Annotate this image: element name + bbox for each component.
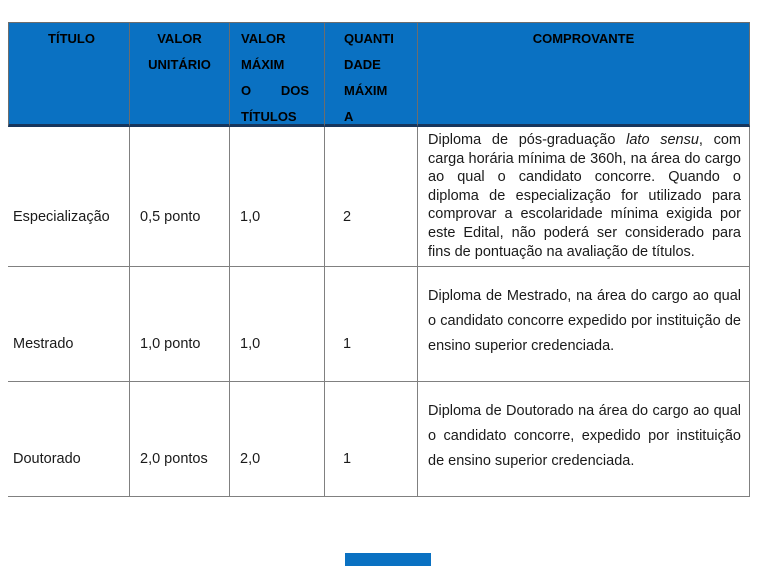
- proof-cell: [418, 127, 750, 267]
- max-quantity-cell: 1: [325, 382, 418, 497]
- header-word: DOS: [280, 83, 309, 98]
- header-line: MÁXIM: [344, 83, 388, 98]
- max-value-cell: 1,0: [230, 127, 325, 267]
- titles-evaluation-table: [8, 22, 750, 497]
- unit-value-cell: 2,0 pontos: [130, 382, 230, 497]
- header-cell-valor-maximo-dos-titulos: [230, 22, 325, 127]
- proof-text: [428, 399, 741, 474]
- header-line: A: [344, 109, 354, 124]
- proof-text-segment: Diploma de pós-graduação: [428, 132, 627, 148]
- header-cell-titulo: [8, 22, 130, 127]
- header-line: COMPROVANTE: [532, 31, 635, 46]
- proof-text-segment: Diploma de Mestrado, na área do cargo ao qual o candidato concorre expedido por instituição de ensino superior credenciada.: [428, 287, 741, 354]
- header-line: [241, 78, 324, 104]
- header-line: VALOR: [241, 31, 286, 46]
- max-quantity-cell: 1: [325, 267, 418, 382]
- header-line: QUANTI: [344, 31, 394, 46]
- header-line: DADE: [344, 57, 381, 72]
- proof-text-italic-segment: lato sensu: [626, 132, 699, 148]
- proof-text: [428, 284, 741, 359]
- proof-text: [428, 131, 741, 261]
- proof-text-segment: , com carga horária mínima de 360h, na área do cargo ao qual o candidato concorre. Quando o diploma de especialização for utilizado para comprovar a escolaridade mínima exigida por este Edital, não poderá ser considerado para fins de pontuação na avaliação de títulos.: [428, 132, 741, 260]
- header-cell-valor-unitario: [130, 22, 230, 127]
- title-cell: Doutorado: [8, 382, 130, 497]
- title-cell: Especialização: [8, 127, 130, 267]
- header-line: TÍTULOS: [241, 109, 297, 124]
- header-line: UNITÁRIO: [148, 57, 211, 72]
- unit-value-cell: 0,5 ponto: [130, 127, 230, 267]
- header-cell-comprovante: [418, 22, 750, 127]
- header-line: TÍTULO: [48, 31, 95, 46]
- proof-text-segment: Diploma de Doutorado na área do cargo ao qual o candidato concorre, expedido por instituição de ensino superior credenciada.: [428, 402, 741, 469]
- unit-value-cell: 1,0 ponto: [130, 267, 230, 382]
- next-page-table-fragment: [345, 553, 431, 566]
- header-line: VALOR: [157, 31, 202, 46]
- header-word: O: [241, 83, 252, 98]
- header-line: MÁXIM: [241, 57, 285, 72]
- max-value-cell: 2,0: [230, 382, 325, 497]
- max-quantity-cell: 2: [325, 127, 418, 267]
- max-value-cell: 1,0: [230, 267, 325, 382]
- proof-cell: [418, 267, 750, 382]
- title-cell: Mestrado: [8, 267, 130, 382]
- header-cell-quantidade-maxima: [325, 22, 418, 127]
- proof-cell: [418, 382, 750, 497]
